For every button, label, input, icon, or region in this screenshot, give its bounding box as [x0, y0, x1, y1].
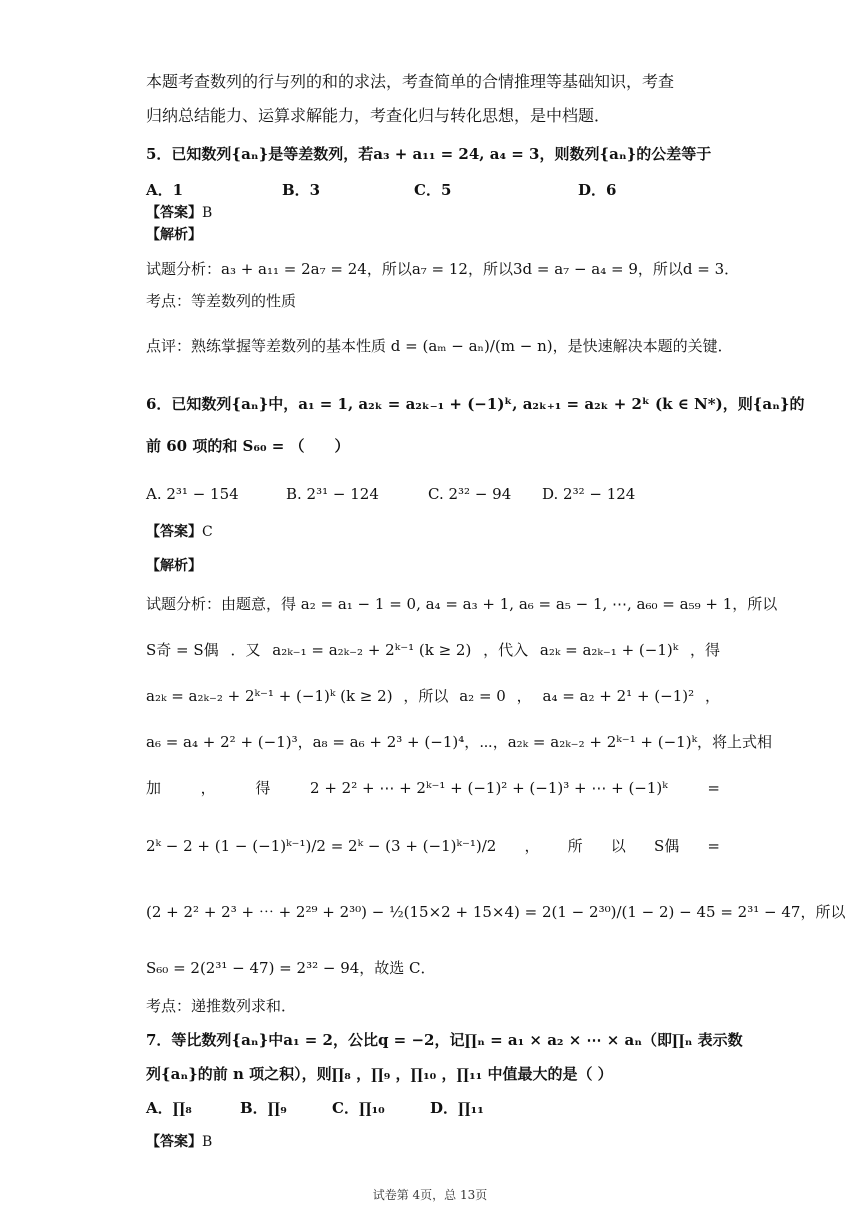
q7-answer [146, 1132, 720, 1152]
q6-analysis-line-7: (2 + 2² + 2³ + ⋯ + 2²⁹ + 2³⁰) − ½(15×2 + 15×4) = 2(1 − 2³⁰)/(1 − 2) − 45 = 2³¹ − 47，所以 [146, 903, 846, 921]
q6-analysis-line-5 [146, 778, 720, 798]
q6-analysis-line-2 [146, 640, 720, 660]
q5-option-a: A．1 [146, 181, 184, 199]
q6-l3-part: ， [516, 687, 532, 705]
q6-option-a: A. 2³¹ − 154 [146, 485, 239, 503]
q6-l3-part: ， [704, 687, 720, 705]
q6-l2-part: a₂ₖ = a₂ₖ₋₁ + (−1)ᵏ [539, 641, 679, 659]
q6-analysis-line-4: a₆ = a₄ + 2² + (−1)³，a₈ = a₆ + 2³ + (−1)⁴，⋯，a₂ₖ = a₂ₖ₋₂ + 2ᵏ⁻¹ + (−1)ᵏ，将上式相 [146, 733, 773, 751]
q5-option-b: B．3 [282, 181, 321, 199]
q5-analysis-label: 【解析】 [146, 227, 202, 243]
q6-l6-part: = [707, 837, 720, 855]
q5-comment: 点评：熟练掌握等差数列的基本性质 d = (aₘ − aₙ)/(m − n)，是快速解决本题的关键． [146, 337, 733, 355]
q6-analysis-line-8: S₆₀ = 2(2³¹ − 47) = 2³² − 94，故选 C． [146, 959, 436, 977]
q6-stem-line-2: 前 60 项的和 S₆₀ = （ ） [146, 437, 350, 455]
q7-option-b: B．∏₉ [240, 1099, 287, 1117]
intro-line-1: 本题考查数列的行与列的和的求法，考查简单的合情推理等基础知识，考查 [146, 72, 675, 91]
q5-answer-label: 【答案】 [146, 205, 202, 221]
q6-analysis-line-1: 试题分析：由题意，得 a₂ = a₁ − 1 = 0, a₄ = a₃ + 1, a₆ = a₅ − 1, ⋯, a₆₀ = a₅₉ + 1，所以 [146, 595, 778, 613]
q6-analysis-line-3 [146, 686, 720, 706]
q7-option-d: D．∏₁₁ [430, 1099, 484, 1117]
q5-analysis: 试题分析：a₃ + a₁₁ = 2a₇ = 24，所以a₇ = 12，所以3d = a₇ − a₄ = 9，所以d = 3． [146, 260, 740, 278]
q6-answer [146, 522, 720, 542]
q5-answer [146, 203, 720, 223]
q6-l6-part: 所 [567, 837, 583, 855]
q6-l6-part: 2ᵏ − 2 + (1 − (−1)ᵏ⁻¹)/2 = 2ᵏ − (3 + (−1)ᵏ⁻¹)/2 [146, 837, 497, 855]
q6-l5-part: 加 [146, 779, 162, 797]
q6-topic: 考点：递推数列求和． [146, 997, 297, 1015]
q6-stem-line-1: 6．已知数列{aₙ}中，a₁ = 1, a₂ₖ = a₂ₖ₋₁ + (−1)ᵏ, a₂ₖ₊₁ = a₂ₖ + 2ᵏ (k ∈ N*)，则{aₙ}的 [146, 395, 805, 413]
q6-l3-part: a₂ₖ = a₂ₖ₋₂ + 2ᵏ⁻¹ + (−1)ᵏ (k ≥ 2) [146, 687, 393, 705]
q6-l2-part: S奇 = S偶 [146, 641, 219, 659]
q5-option-c: C．5 [414, 181, 452, 199]
q5-topic: 考点：等差数列的性质 [146, 292, 297, 310]
q6-l2-part: ，代入 [483, 641, 529, 659]
q7-answer-label: 【答案】 [146, 1134, 202, 1150]
q6-answer-value: C [202, 524, 213, 540]
q7-stem-line-1: 7．等比数列{aₙ}中a₁ = 2，公比q = −2，记∏ₙ = a₁ × a₂ × ⋯ × aₙ（即∏ₙ 表示数 [146, 1031, 743, 1049]
q6-l5-part: ， [200, 779, 216, 797]
q6-l6-part: S偶 [653, 837, 680, 855]
q6-l2-part: a₂ₖ₋₁ = a₂ₖ₋₂ + 2ᵏ⁻¹ (k ≥ 2) [272, 641, 472, 659]
q6-l3-part: a₄ = a₂ + 2¹ + (−1)² [542, 687, 695, 705]
intro-line-2: 归纳总结能力、运算求解能力，考查化归与转化思想，是中档题． [146, 106, 611, 125]
q6-l5-part: 2 + 2² + ⋯ + 2ᵏ⁻¹ + (−1)² + (−1)³ + ⋯ + (−1)ᵏ [310, 779, 668, 797]
q7-answer-value: B [202, 1134, 213, 1150]
q6-l6-part: ， [524, 837, 540, 855]
q7-option-c: C．∏₁₀ [332, 1099, 385, 1117]
q5-option-d: D．6 [578, 181, 617, 199]
q6-l2-part: ，得 [689, 641, 720, 659]
q6-l5-part: 得 [255, 779, 271, 797]
q6-option-c: C. 2³² − 94 [428, 485, 512, 503]
q6-answer-label: 【答案】 [146, 524, 202, 540]
q6-analysis-label: 【解析】 [146, 558, 202, 574]
q6-l3-part: a₂ = 0 [459, 687, 506, 705]
q6-l2-part: ．又 [230, 641, 261, 659]
q6-analysis-line-6 [146, 836, 720, 856]
q7-option-a: A．∏₈ [146, 1099, 192, 1117]
q6-l5-part: = [707, 779, 720, 797]
q5-answer-value: B [202, 205, 213, 221]
q6-option-d: D. 2³² − 124 [542, 485, 636, 503]
q7-stem-line-2: 列{aₙ}的前 n 项之积），则∏₈ ，∏₉ ，∏₁₀ ，∏₁₁ 中值最大的是（ ） [146, 1065, 613, 1083]
q6-l6-part: 以 [610, 837, 626, 855]
q5-stem: 5．已知数列{aₙ}是等差数列，若a₃ + a₁₁ = 24, a₄ = 3，则数列{aₙ}的公差等于 [146, 145, 712, 163]
page-footer: 试卷第 4页，总 13页 [372, 1188, 488, 1202]
q6-option-b: B. 2³¹ − 124 [286, 485, 379, 503]
q6-l3-part: ，所以 [403, 687, 449, 705]
